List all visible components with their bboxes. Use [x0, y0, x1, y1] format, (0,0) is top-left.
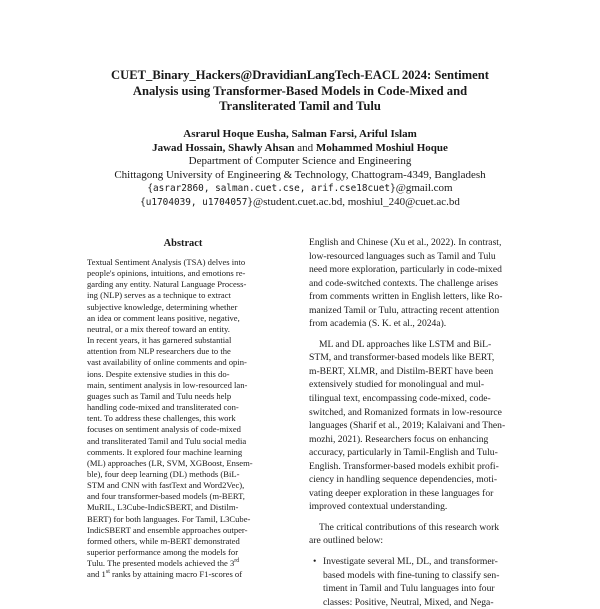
university: Chittagong University of Engineering & Technology, Chattogram-4349, Bangladesh: [114, 168, 486, 181]
text-line: neutral, or a mix thereof toward an entity.: [87, 323, 230, 334]
text-line: ciency in handling sequence dependencies, moti-: [309, 474, 498, 486]
text-line: MuRIL, L3Cube-IndicSBERT, and Distilm-: [87, 502, 239, 513]
email-usernames: {u1704039, u1704057}: [140, 196, 253, 208]
text-line: need more exploration, particularly in code-mixed: [309, 264, 502, 276]
email-domain: @student.cuet.ac.bd, moshiul_240@cuet.ac.bd: [252, 195, 460, 208]
text-line: switched, and Romanized formats in low-resource: [309, 406, 502, 418]
author-names-line-2: [60, 142, 540, 156]
text-fragment: and 1: [87, 569, 106, 580]
text-line: STM and CNN with fastText and Word2Vec),: [87, 480, 245, 491]
text-line: low-resourced languages such as Tamil and Tulu: [309, 250, 496, 262]
text-line: guages such as Tamil and Tulu needs help: [87, 390, 232, 401]
author-names-line: Asrarul Hoque Eusha, Salman Farsi, Ariful Islam: [183, 128, 417, 140]
introduction-column: [309, 236, 535, 609]
text-line: Investigate several ML, DL, and transformer-: [323, 556, 498, 568]
text-line: based models with fine-tuning to classify sen-: [323, 569, 500, 581]
abstract-section: [87, 237, 279, 581]
intro-paragraph-2: [309, 338, 535, 514]
text-line: timent in Tamil and Tulu languages into four: [323, 583, 495, 595]
department: Department of Computer Science and Engineering: [188, 155, 412, 168]
text-line: English. Transformer-based models exhibit profi-: [309, 460, 499, 472]
text-line: formed others, while m-BERT demonstrated: [87, 535, 240, 546]
text-line: tent. To address these challenges, this work: [87, 413, 236, 424]
text-line: (ML) approaches (LR, SVM, XGBoost, Ensem-: [87, 457, 253, 468]
text-line: tilingual text, encompassing code-mixed, code-: [309, 393, 491, 405]
title-line: CUET_Binary_Hackers@DravidianLangTech-EACL 2024: Sentiment: [111, 68, 489, 82]
text-line: The critical contributions of this research work: [319, 521, 500, 533]
text-line: STM, and transformer-based models like BERT,: [309, 352, 495, 364]
text-line: improved contextual understanding.: [309, 501, 448, 513]
text-line: vast availability of online comments and opin-: [87, 357, 247, 368]
text-line: focuses on sentiment analysis of code-mixed: [87, 424, 241, 435]
text-line: BERT) for both languages. For Tamil, L3Cube-: [87, 513, 251, 524]
author-names: Mohammed Moshiul Hoque: [315, 141, 448, 154]
text-line: English and Chinese (Xu et al., 2022). In contrast,: [309, 237, 502, 248]
intro-paragraph-3: [309, 521, 535, 548]
text-line: accuracy, particularly in Tamil-English and Tulu-: [309, 447, 498, 459]
text-line: from comments written in English letters, like Ro-: [309, 291, 503, 303]
text-fragment: ranks by attaining macro F1-scores of: [112, 569, 243, 580]
author-block: [60, 128, 540, 210]
text-line: languages (Sharif et al., 2019; Kalaivani and Then-: [309, 420, 506, 432]
bullet-icon: •: [313, 556, 317, 568]
text-line: ions. Despite extensive studies in this do-: [87, 368, 230, 379]
abstract-heading: Abstract: [163, 238, 203, 249]
text-line: main, sentiment analysis in low-resourced lan-: [87, 379, 248, 390]
author-conjunction: and: [297, 141, 314, 154]
text-line: and transliterated Tamil and Tulu social media: [87, 435, 247, 446]
intro-paragraph-1: [309, 236, 535, 331]
email-line-1: [60, 182, 540, 196]
text-line: Textual Sentiment Analysis (TSA) delves into: [87, 257, 246, 267]
text-line: subjective knowledge, determining whether: [87, 301, 238, 312]
text-line: and code-switched contexts. The challenge arises: [309, 277, 498, 289]
text-line: IndicSBERT and ensemble approaches outper-: [87, 524, 248, 535]
superscript: st: [105, 569, 110, 576]
text-line: are outlined below:: [309, 535, 384, 547]
text-line: comments. It explored four machine learning: [87, 446, 243, 457]
text-line: superior performance among the models for: [87, 547, 239, 558]
contribution-bullet: [309, 555, 535, 609]
text-line: vating deeper exploration in these languages for: [309, 487, 494, 499]
text-line: an idea or comment leans positive, negative,: [87, 312, 240, 323]
text-line: manized Tamil or Tulu, attracting recent attention: [309, 304, 500, 316]
text-line: garding any entity. Natural Language Process-: [87, 279, 247, 290]
text-line: m-BERT, XLMR, and Distilm-BERT have been: [309, 365, 494, 377]
email-domain: @gmail.com: [395, 182, 453, 195]
text-line: attention from NLP researchers due to the: [87, 346, 231, 357]
text-line: classes: Positive, Neutral, Mixed, and Nega-: [323, 596, 494, 608]
text-line: people's opinions, intuitions, and emotions re-: [87, 268, 246, 279]
text-line: ing (NLP) serves as a technique to extract: [87, 290, 231, 301]
email-line-2: [60, 196, 540, 210]
paper-title: [70, 68, 530, 115]
text-line: extensively studied for monolingual and mul-: [309, 379, 485, 391]
title-line: Transliterated Tamil and Tulu: [219, 99, 381, 113]
text-line: and four transformer-based models (m-BERT,: [87, 491, 245, 502]
text-line: handling code-mixed and transliterated con-: [87, 402, 239, 413]
title-line: Analysis using Transformer-Based Models in Code-Mixed and: [132, 83, 468, 98]
bullet-text: [323, 555, 535, 609]
abstract-body: [87, 257, 279, 581]
text-line: from academia (S. K. et al., 2024a).: [309, 318, 447, 330]
superscript: rd: [234, 558, 240, 565]
email-usernames: {asrar2860, salman.cuet.cse, arif.cse18cuet}: [147, 183, 396, 195]
author-names: Jawad Hossain, Shawly Ahsan: [152, 141, 295, 154]
text-line: In recent years, it has garnered substantial: [87, 335, 232, 346]
text-line: ML and DL approaches like LSTM and BiL-: [319, 338, 492, 350]
text-line: [87, 569, 279, 580]
text-line: mozhi, 2021). Researchers focus on enhancing: [309, 433, 489, 445]
text-line: Tulu. The presented models achieved the 3: [87, 558, 235, 569]
text-line: ble), four deep learning (DL) methods (BiL-: [87, 468, 240, 479]
